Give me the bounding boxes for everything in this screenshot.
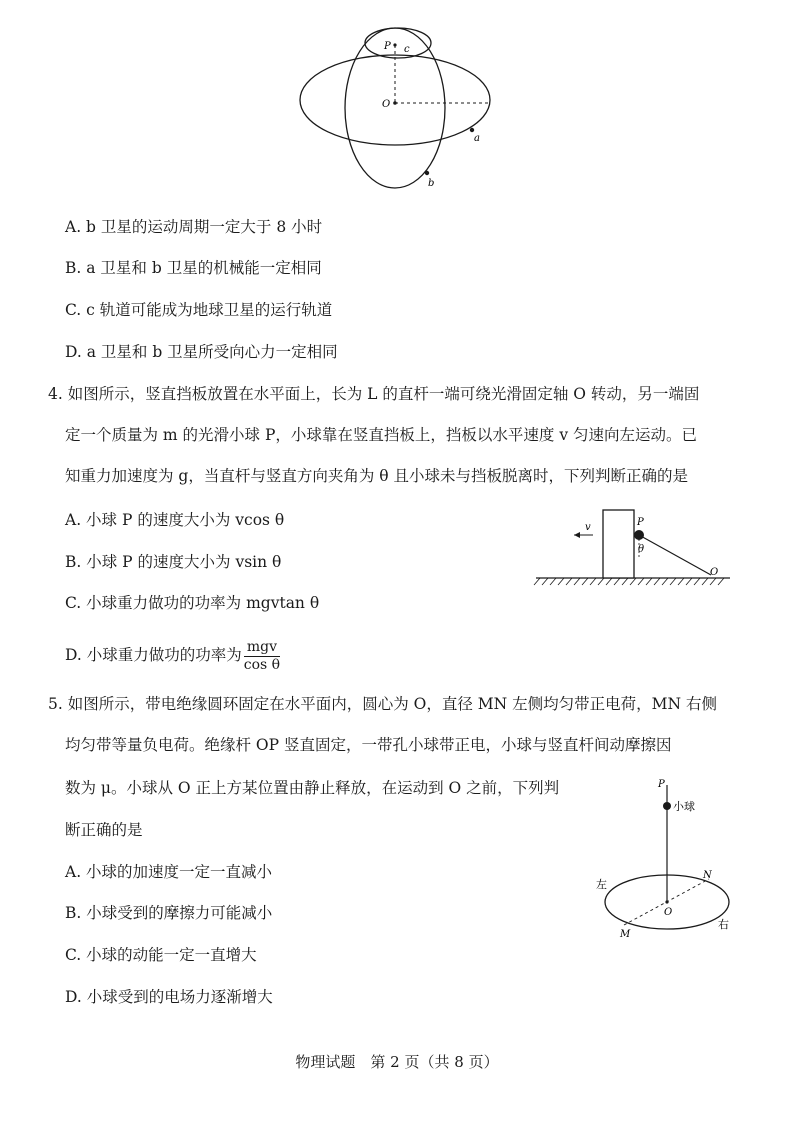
- orbit-figure: [290, 15, 500, 195]
- fraction-denominator: cos θ: [243, 656, 281, 673]
- rod-wall-figure: [530, 505, 735, 590]
- fig4-label-v: v: [585, 522, 591, 533]
- q5-stem-line-3: 数为 μ。小球从 O 正上方某位置由静止释放，在运动到 O 之前，下列判: [65, 779, 560, 797]
- q4-option-a: A. 小球 P 的速度大小为 vcos θ: [65, 511, 285, 529]
- fig4-label-P: P: [637, 517, 644, 528]
- fraction-numerator: mgv: [244, 639, 280, 657]
- q4-option-d-fraction: [244, 639, 280, 674]
- q3-option-c: C. c 轨道可能成为地球卫星的运行轨道: [65, 301, 333, 319]
- orbit-label-a: a: [474, 133, 480, 144]
- q4-stem-line-2: 定一个质量为 m 的光滑小球 P，小球靠在竖直挡板上，挡板以水平速度 v 匀速向左运动。已: [65, 426, 698, 444]
- q4-option-d-prefix: D. 小球重力做功的功率为: [65, 646, 242, 664]
- orbit-label-c: c: [404, 44, 410, 55]
- q4-option-d: [65, 637, 280, 674]
- q5-option-b: B. 小球受到的摩擦力可能减小: [65, 904, 273, 922]
- q5-stem-line-1: 5. 如图所示，带电绝缘圆环固定在水平面内，圆心为 O，直径 MN 左侧均匀带正电荷，MN 右侧: [48, 695, 718, 713]
- charged-ring-figure: [592, 775, 742, 945]
- q4-stem-line-1: 4. 如图所示，竖直挡板放置在水平面上，长为 L 的直杆一端可绕光滑固定轴 O 转动，另一端固: [48, 385, 700, 403]
- q3-option-a: A. b 卫星的运动周期一定大于 8 小时: [65, 218, 323, 236]
- q5-option-c: C. 小球的动能一定一直增大: [65, 946, 257, 964]
- q4-option-b: B. 小球 P 的速度大小为 vsin θ: [65, 553, 282, 571]
- orbit-label-b: b: [428, 178, 435, 189]
- q3-option-d: D. a 卫星和 b 卫星所受向心力一定相同: [65, 343, 338, 361]
- q5-option-d: D. 小球受到的电场力逐渐增大: [65, 988, 273, 1006]
- q4-option-c: C. 小球重力做功的功率为 mgvtan θ: [65, 594, 320, 612]
- fig5-label-right: 右: [718, 918, 729, 931]
- fig5-label-O: O: [664, 907, 673, 918]
- fig4-label-O: O: [710, 567, 719, 578]
- q3-option-b: B. a 卫星和 b 卫星的机械能一定相同: [65, 259, 322, 277]
- fig4-label-theta: θ: [638, 544, 645, 555]
- q5-stem-line-4: 断正确的是: [65, 821, 143, 839]
- page-footer: 物理试题 第 2 页（共 8 页）: [295, 1053, 499, 1071]
- orbit-label-P: P: [384, 41, 391, 52]
- q5-stem-line-2: 均匀带等量负电荷。绝缘杆 OP 竖直固定，一带孔小球带正电，小球与竖直杆间动摩擦因: [65, 736, 672, 754]
- fig5-label-ball: 小球: [673, 800, 695, 813]
- fig5-label-M: M: [620, 929, 631, 940]
- fig5-label-N: N: [703, 870, 712, 881]
- fig5-label-P: P: [658, 779, 665, 790]
- fig5-label-left: 左: [596, 878, 607, 891]
- q4-stem-line-3: 知重力加速度为 g，当直杆与竖直方向夹角为 θ 且小球未与挡板脱离时，下列判断正确的是: [65, 467, 689, 485]
- q5-option-a: A. 小球的加速度一定一直减小: [65, 863, 273, 881]
- orbit-label-O: O: [382, 99, 391, 110]
